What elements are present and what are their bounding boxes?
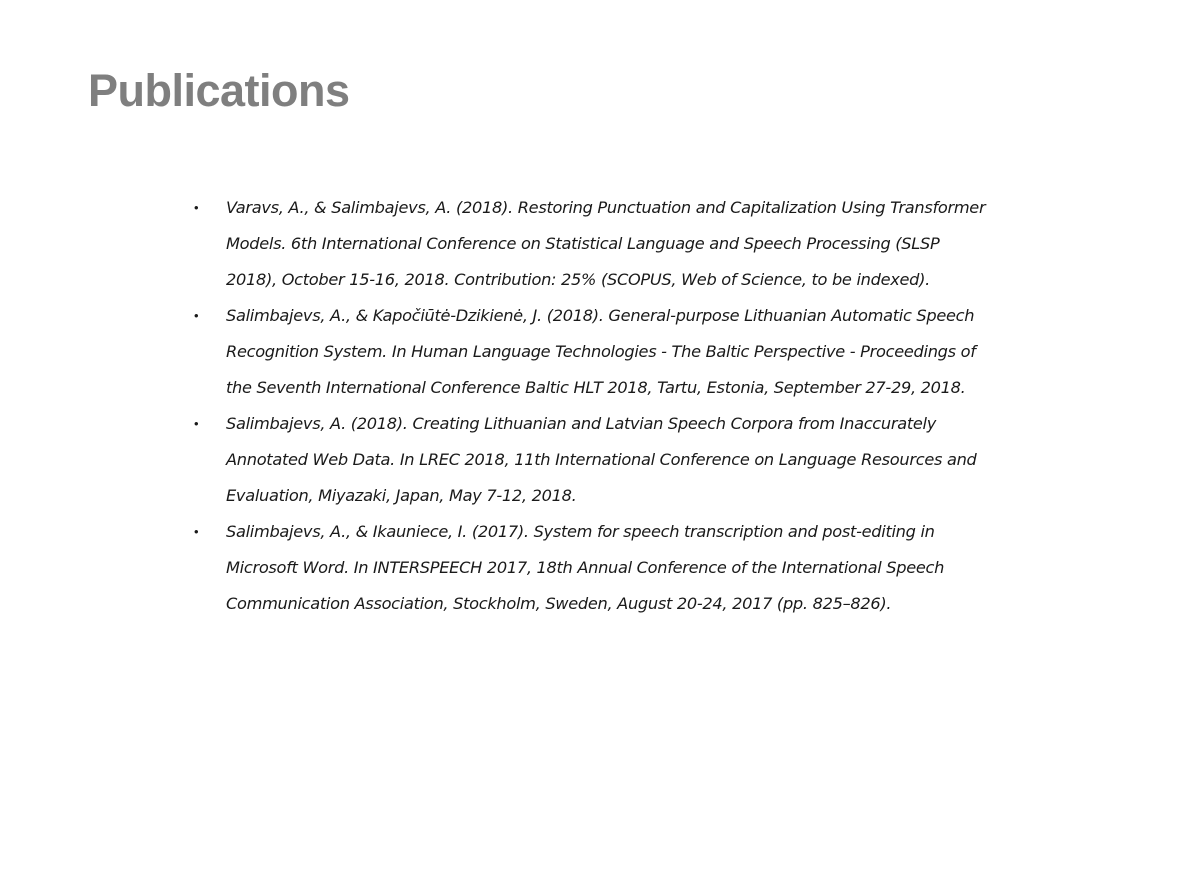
page-title: Publications: [88, 65, 350, 116]
publication-list: [190, 190, 990, 622]
bullet-icon: •: [194, 416, 199, 431]
bullet-icon: •: [194, 524, 199, 539]
publication-citation: Varavs, A., & Salimbajevs, A. (2018). Restoring Punctuation and Capitalization Using Transformer Models. 6th International Conference on Statistical Language and Speech Processing (SLSP 2018), October 15-16, 2018. Contribution: 25% (SCOPUS, Web of Science, to be indexed).: [226, 198, 986, 289]
publication-item: [190, 514, 990, 622]
bullet-icon: •: [194, 200, 199, 215]
publication-item: [190, 190, 990, 298]
publication-item: [190, 298, 990, 406]
publication-citation: Salimbajevs, A., & Ikauniece, I. (2017). System for speech transcription and post-editing in Microsoft Word. In INTERSPEECH 2017, 18th Annual Conference of the International Speech Communication Association, Stockholm, Sweden, August 20-24, 2017 (pp. 825–826).: [226, 522, 945, 613]
publication-citation: Salimbajevs, A. (2018). Creating Lithuanian and Latvian Speech Corpora from Inaccurately Annotated Web Data. In LREC 2018, 11th International Conference on Language Resources and Evaluation, Miyazaki, Japan, May 7-12, 2018.: [226, 414, 977, 505]
publication-citation: Salimbajevs, A., & Kapočiūtė-Dzikienė, J. (2018). General-purpose Lithuanian Automatic Speech Recognition System. In Human Language Technologies - The Baltic Perspective - Proceedings of the Seventh International Conference Baltic HLT 2018, Tartu, Estonia, September 27-29, 2018.: [226, 306, 976, 397]
bullet-icon: •: [194, 308, 199, 323]
publication-item: [190, 406, 990, 514]
